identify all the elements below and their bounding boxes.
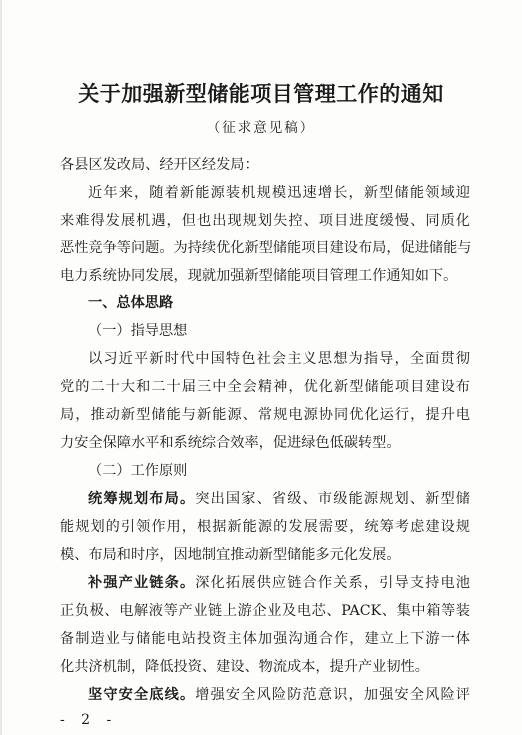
principle-line: 模、布局和时序，因地制宜推动新型储能多元化发展。 [60,547,401,563]
principle-lead: 补强产业链条。 [88,575,196,591]
principle-text: 突出国家、省级、市级能源规划、新型储 [195,491,470,507]
section-heading: 一、总体思路 [88,295,174,311]
guiding-line: 局，推动新型储能与新能源、常规电源协同优化运行，提升电 [60,407,470,423]
subsection-heading: （二）工作原则 [88,463,188,479]
scan-edge [0,0,2,735]
principle-lead: 统筹规划布局。 [88,491,196,507]
principle-line: 化共济机制，降低投资、建设、物流成本，提升产业韧性。 [60,659,429,675]
intro-line: 近年来，随着新能源装机规模迅速增长，新型储能领域迎 [88,185,470,201]
principle-line [88,489,470,509]
subsection-heading: （一）指导思想 [88,323,188,339]
intro-line: 电力系统协同发展，现就加强新型储能项目管理工作通知如下。 [60,268,458,284]
principle-line [88,685,470,705]
guiding-line: 党的二十大和二十届三中全会精神，优化新型储能项目建设布 [60,379,470,395]
intro-line: 恶性竞争等问题。为持续优化新型储能项目建设布局，促进储能与 [60,240,472,256]
principle-lead: 坚守安全底线。 [88,687,196,703]
principle-line: 备制造业与储能电站投资主体加强沟通合作，建立上下游一体 [60,631,470,647]
guiding-line: 以习近平新时代中国特色社会主义思想为指导，全面贯彻 [88,351,470,367]
principle-text: 增强安全风险防范意识，加强安全风险评 [195,687,470,703]
addressee: 各县区发改局、经开区经发局： [60,157,259,173]
principle-line: 能规划的引领作用，根据新能源的发展需要，统筹考虑建设规 [60,519,470,535]
guiding-line: 力安全保障水平和系统综合效率，促进绿色低碳转型。 [60,435,401,451]
principle-line: 正负极、电解液等产业链上游企业及电芯、PACK、集中箱等装 [60,603,470,619]
document-subtitle: （征求意见稿） [206,120,316,136]
document-title: 关于加强新型储能项目管理工作的通知 [78,81,444,106]
principle-line [88,573,470,593]
principle-text: 深化拓展供应链合作关系，引导支持电池 [195,575,470,591]
intro-line: 来难得发展机遇，但也出现规划失控、项目进度缓慢、同质化 [60,213,470,229]
page-number: - 2 - [60,712,118,728]
